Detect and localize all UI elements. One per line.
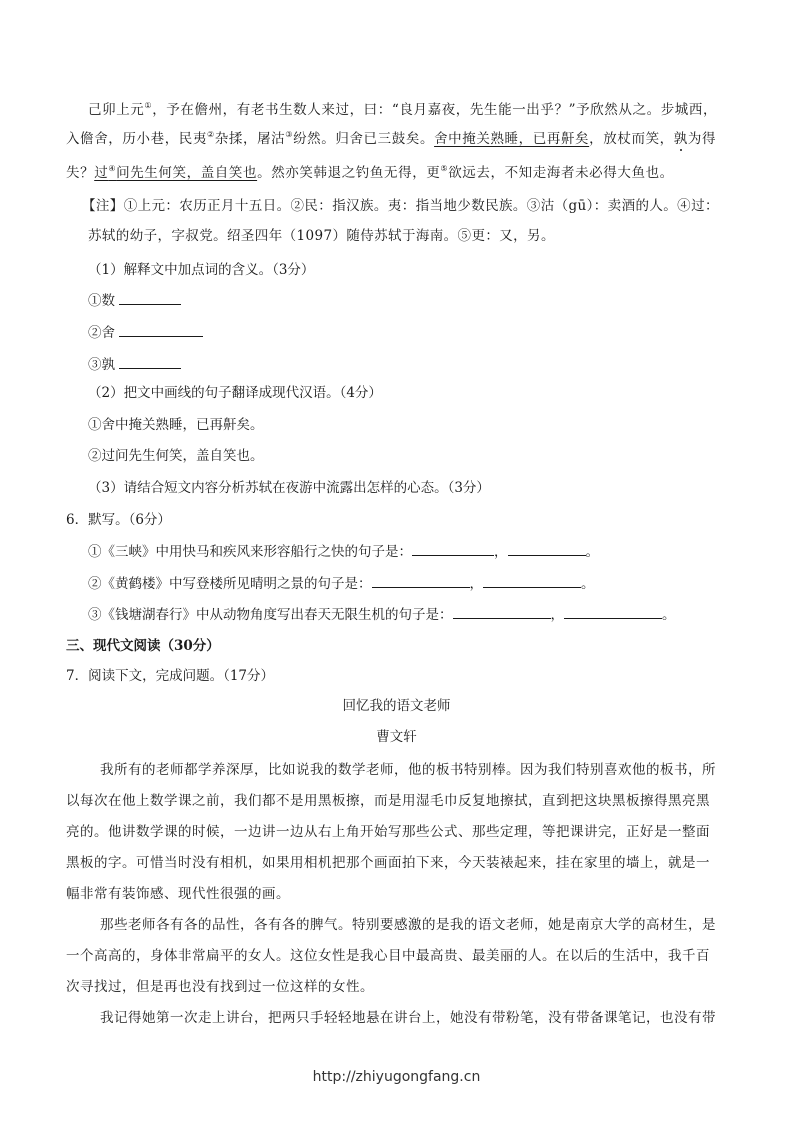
article-paragraph-line: 那些老师各有各的品性，各有各的脾气。特别要感激的是我的语文老师，她是南京大学的高材生，是 <box>100 917 716 933</box>
article-title: 回忆我的语文老师 <box>342 698 451 714</box>
question-2-item-2: ②过问先生何笑，盖自笑也。 <box>88 448 264 464</box>
answer-blank[interactable] <box>119 354 181 369</box>
question-2-title: （2）把文中画线的句子翻译成现代汉语。（4分） <box>88 385 382 401</box>
passage-line-1: 己卯上元①，予在儋州，有老书生数人来过，曰：“良月嘉夜，先生能一出乎？”予欣然从之。步城西， <box>88 101 718 118</box>
question-1-item-1: ①数 <box>88 290 181 311</box>
notes-line-2: 苏轼的幼子，字叔党。绍圣四年（1097）随侍苏轼于海南。⑤更：又，另。 <box>88 228 555 244</box>
article-paragraph-line: 我记得她第一次走上讲台，把两只手轻轻地悬在讲台上，她没有带粉笔，没有带备课笔记，也没有带 <box>100 1010 716 1026</box>
dotted-word-shu: 孰 <box>673 131 688 147</box>
question-6-title: 6．默写。（6分） <box>66 512 171 528</box>
article-paragraph-line: 黑板的字。可惜当时没有相机，如果用相机把那个画面拍下来，今天装裱起来，挂在家里的墙上，就是一 <box>66 855 710 871</box>
answer-blank[interactable] <box>564 604 662 619</box>
answer-blank[interactable] <box>412 541 494 556</box>
question-3-title: （3）请结合短文内容分析苏轼在夜游中流露出怎样的心态。（3分） <box>88 480 490 496</box>
question-1-item-2: ②舍 <box>88 322 203 343</box>
article-paragraph-line: 亮的。他讲数学课的时候，一边讲一边从右上角开始写那些公式、那些定理，等把课讲完，正好是一整面 <box>66 824 710 840</box>
question-6-item-1: ①《三峡》中用快马和疾风来形容船行之快的句子是： ， 。 <box>88 541 599 562</box>
answer-blank[interactable] <box>508 541 586 556</box>
passage-line-2: 入儋舍，历小巷，民夷②杂揉，屠沽③纷然。归舍已三鼓矣。舍中掩关熟睡，已再鼾矣，放杖而笑，孰为得 <box>66 130 717 147</box>
article-paragraph-line: 一个高高的，身体非常扁平的女人。这位女性是我心目中最高贵、最美丽的人。在以后的生活中，我千百 <box>66 948 710 964</box>
question-7-title: 7．阅读下文，完成问题。（17分） <box>66 668 275 684</box>
passage-line-3: 失？过④问先生何笑，盖自笑也。然亦笑韩退之钓鱼无得，更⑤欲远去，不知走海者未必得大鱼也。 <box>66 164 674 181</box>
question-2-item-1: ①舍中掩关熟睡，已再鼾矣。 <box>88 417 264 433</box>
article-paragraph-line: 以每次在他上数学课之前，我们都不是用黑板擦，而是用湿毛巾反复地擦拭，直到把这块黑板擦得黑亮黑 <box>66 793 710 809</box>
notes-line-1: 【注】①上元：农历正月十五日。②民：指汉族。夷：指当地少数民族。③沽（gū）：卖酒的人。④过： <box>82 198 719 214</box>
answer-blank[interactable] <box>453 604 551 619</box>
question-1-title: （1）解释文中加点词的含义。（3分） <box>88 262 315 278</box>
article-author: 曹文轩 <box>376 729 417 745</box>
article-paragraph-line: 我所有的老师都学养深厚，比如说我的数学老师，他的板书特别棒。因为我们特别喜欢他的板书，所 <box>100 762 716 778</box>
question-6-item-2: ②《黄鹤楼》中写登楼所见晴明之景的句子是： ， 。 <box>88 573 595 594</box>
answer-blank[interactable] <box>119 322 203 337</box>
answer-blank[interactable] <box>483 573 581 588</box>
question-6-item-3: ③《钱塘湖春行》中从动物角度写出春天无限生机的句子是： ， 。 <box>88 604 676 625</box>
underlined-sentence-2: 过④问先生何笑，盖自笑也 <box>94 164 258 181</box>
article-paragraph-line: 次寻找过，但是再也没有找到过一位这样的女性。 <box>66 979 374 995</box>
question-1-item-3: ③孰 <box>88 354 181 375</box>
underlined-sentence-1: 舍中掩关熟睡，已再鼾矣 <box>434 131 590 147</box>
section-heading: 三、现代文阅读（30分） <box>66 638 220 654</box>
answer-blank[interactable] <box>119 290 181 305</box>
answer-blank[interactable] <box>372 573 470 588</box>
article-paragraph-line: 幅非常有装饰感、现代性很强的画。 <box>66 886 290 902</box>
footer-url: http://zhiyugongfang.cn <box>312 1069 481 1085</box>
